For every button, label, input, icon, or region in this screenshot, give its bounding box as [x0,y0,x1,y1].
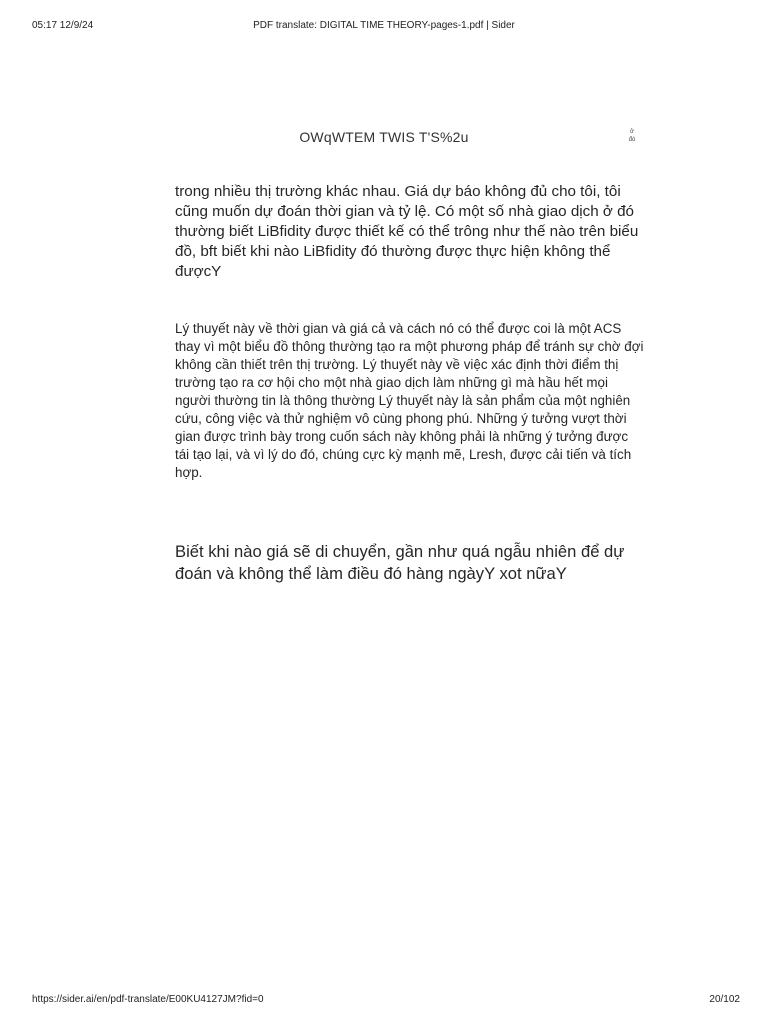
print-page-title: PDF translate: DIGITAL TIME THEORY-pages-1.pdf | Sider [253,20,515,31]
print-footer [0,992,768,1008]
document-heading: OWqWTEM TWIS T'S%2u [299,129,469,145]
corner-annotation [622,128,642,144]
paragraph-2: Lý thuyết này về thời gian và giá cả và cách nó có thể được coi là một ACS thay vì một biểu đồ thông thường tạo ra một phương pháp để tránh sự chờ đợi không cần thiết trên thị trường. Lý thuyết này về việc xác định thời điểm thị trường tạo ra cơ hội cho một nhà giao dịch làm những gì mà hầu hết mọi người thường tin là thông thường Lý thuyết này là sản phẩm của một nghiên cứu, công việc và thử nghiệm vô cùng phong phú. Những ý tưởng vượt thời gian được trình bày trong cuốn sách này không phải là những ý tưởng được tái tạo lại, và vì lý do đó, chúng cực kỳ mạnh mẽ, Lresh, được cải tiến và tích hợp. [175,321,644,480]
corner-annotation-line-2: đó [628,137,636,143]
corner-annotation-line-1: ở [630,129,634,135]
paragraph-1: trong nhiều thị trường khác nhau. Giá dự báo không đủ cho tôi, tôi cũng muốn dự đoán thời gian và tỷ lệ. Có một số nhà giao dịch ở đó thường biết LiBfidity được thiết kế có thể trông như thế nào trên biểu đồ, bft biết khi nào LiBfidity đó thường được thực hiện không thể đượcY [175,183,639,280]
print-header [0,18,768,34]
print-url: https://sider.ai/en/pdf-translate/E00KU4127JM?fid=0 [32,994,264,1005]
paragraph-3: Biết khi nào giá sẽ di chuyển, gần như quá ngẫu nhiên để dự đoán và không thể làm điều đó hàng ngàyY xot nữaY [175,542,625,583]
page-number: 20/102 [709,994,740,1005]
print-datetime: 05:17 12/9/24 [32,20,94,31]
